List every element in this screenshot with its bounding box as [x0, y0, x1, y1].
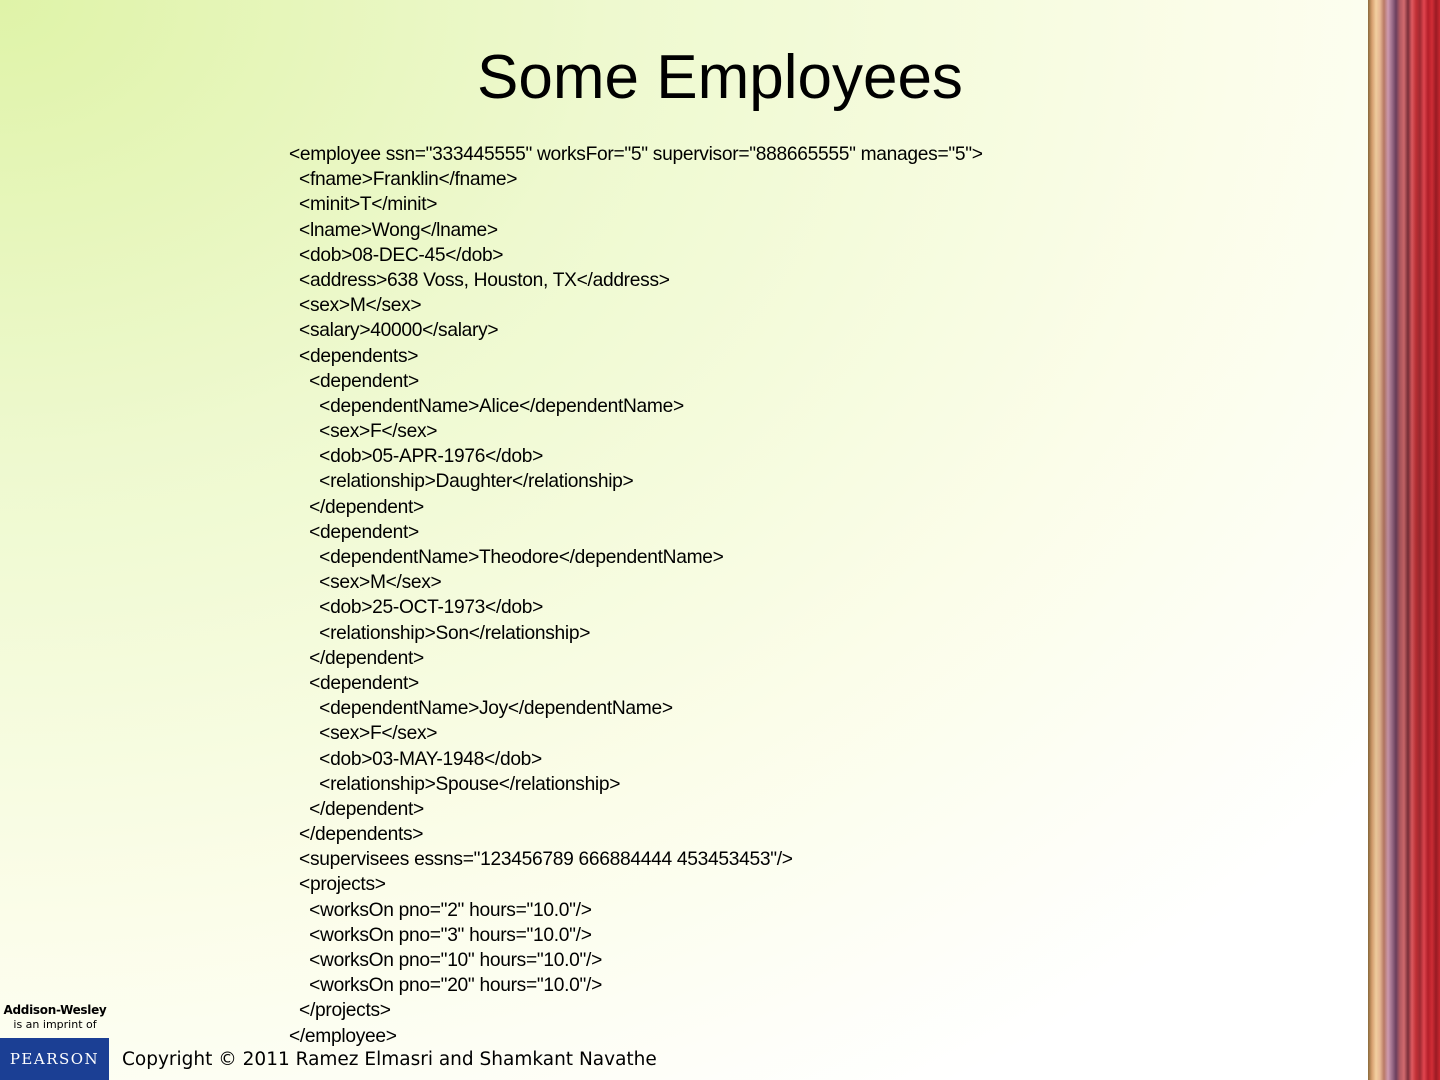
xml-line: </projects>	[289, 1000, 391, 1022]
slide-title: Some Employees	[477, 43, 963, 112]
xml-line: <worksOn pno="2" hours="10.0"/>	[289, 899, 592, 921]
xml-line: <lname>Wong</lname>	[289, 219, 498, 241]
xml-line: </dependent>	[289, 496, 424, 518]
xml-line: <dob>05-APR-1976</dob>	[289, 446, 544, 468]
xml-line: </dependent>	[289, 647, 424, 669]
xml-line: <worksOn pno="20" hours="10.0"/>	[289, 975, 602, 997]
xml-line: <sex>F</sex>	[289, 421, 438, 443]
xml-line: <employee ssn="333445555" worksFor="5" supervisor="888665555" manages="5">	[289, 144, 983, 165]
xml-line: <salary>40000</salary>	[289, 320, 499, 342]
xml-line: <dependentName>Alice</dependentName>	[289, 395, 684, 417]
xml-line: <worksOn pno="3" hours="10.0"/>	[289, 924, 592, 946]
xml-line: <fname>Franklin</fname>	[289, 169, 518, 191]
xml-line: <dob>08-DEC-45</dob>	[289, 244, 504, 266]
publisher-subtitle: is an imprint of	[13, 1018, 97, 1031]
xml-line: <minit>T</minit>	[289, 194, 438, 216]
xml-line: <relationship>Son</relationship>	[289, 622, 591, 644]
xml-line: <dependentName>Joy</dependentName>	[289, 698, 673, 720]
copyright-text: Copyright © 2011 Ramez Elmasri and Shamkant Navathe	[122, 1049, 657, 1070]
decorative-side-stripe-shade	[1368, 0, 1440, 1080]
xml-line: </dependents>	[289, 824, 424, 846]
xml-line: <dependentName>Theodore</dependentName>	[289, 547, 724, 568]
publisher-block	[0, 1003, 110, 1031]
xml-line: <dob>03-MAY-1948</dob>	[289, 748, 542, 770]
xml-line: </dependent>	[289, 798, 424, 820]
publisher-name: Addison-Wesley	[3, 1003, 107, 1017]
xml-line: <worksOn pno="10" hours="10.0"/>	[289, 950, 602, 971]
xml-line: <supervisees essns="123456789 666884444 453453453"/>	[289, 849, 793, 871]
xml-line: <dependent>	[289, 370, 419, 392]
xml-line: <relationship>Spouse</relationship>	[289, 773, 621, 795]
xml-line: <sex>M</sex>	[289, 572, 442, 594]
xml-line: <dependents>	[289, 345, 419, 367]
xml-line: <dob>25-OCT-1973</dob>	[289, 597, 544, 619]
pearson-logo: PEARSON	[0, 1038, 109, 1080]
xml-line: </employee>	[289, 1025, 397, 1047]
xml-line: <dependent>	[289, 672, 419, 694]
xml-line: <sex>M</sex>	[289, 295, 422, 317]
xml-line: <projects>	[289, 874, 386, 896]
xml-line: <dependent>	[289, 521, 419, 543]
xml-line: <address>638 Voss, Houston, TX</address>	[289, 269, 670, 291]
xml-line: <sex>F</sex>	[289, 723, 438, 745]
xml-line: <relationship>Daughter</relationship>	[289, 471, 634, 493]
xml-code-block	[289, 142, 1359, 1049]
